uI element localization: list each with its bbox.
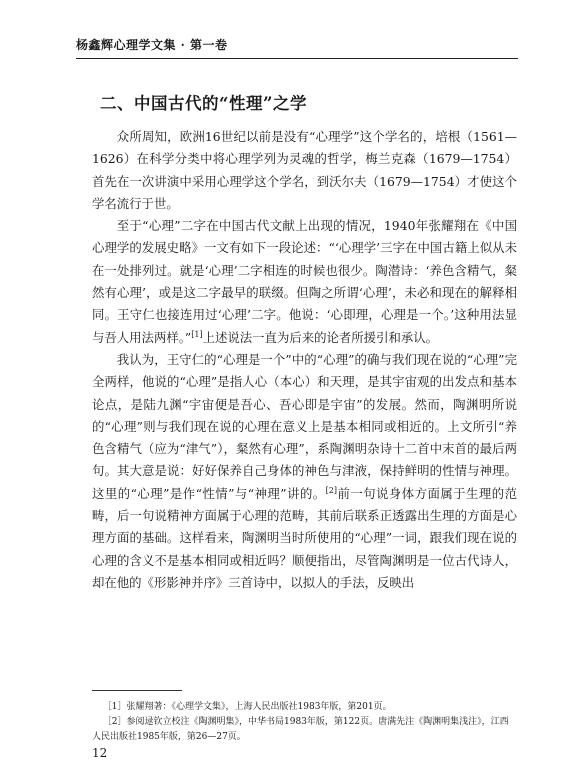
footnote-ref-2: [2]: [325, 485, 337, 495]
paragraph-3: [92, 349, 517, 594]
footnote-2: ［2］参阅逯钦立校注《陶渊明集》，中华书局1983年版，第122页。唐满先注《陶渊明集浅注》，江西人民出版社1985年版，第26—27页。: [92, 717, 509, 742]
header-rule: [76, 58, 518, 59]
footnote-1: ［1］张耀翔著：《心理学文集》，上海人民出版社1983年版，第201页。: [102, 702, 392, 712]
paragraph-2-text: 至于“心理”二字在中国古代文献上出现的情况，1940年张耀翔在《中国心理学的发展史略》一文有如下一段论述：“‘心理学’三字在中国古籍上似从未在一处排列过。就是‘心理’二字相连的时候也很少。陶潜诗：‘养色含精气，粲然有心理’，或是这二字最早的联缀。但陶之所谓‘心理’，未必和现在的解释相同。王守仁也接连用过‘心理’二字。他说：‘心即理，心理是一个。’这种用法显与吾人用法两样。”: [92, 218, 517, 345]
running-header: 杨鑫辉心理学文集 · 第一卷: [76, 38, 228, 52]
footnotes: [92, 700, 517, 745]
paragraph-2: [92, 215, 517, 349]
paragraph-1: 众所周知，欧洲16世纪以前是没有“心理学”这个学名的，培根（1561—1626）在科学分类中将心理学列为灵魂的哲学，梅兰克森（1679—1754）首先在一次讲演中采用心理学这个学名，到沃尔夫（1679—1754）才使这个学名流行于世。: [92, 129, 517, 211]
footnote-ref-1: [1]: [191, 329, 203, 339]
paragraph-3-text: 我认为，王守仁的“心理是一个”中的“心理”的确与我们现在说的“心理”完全两样，他说的“心理”是指人心（本心）和天理，是其宇宙观的出发点和基本论点，是陆九渊“宇宙便是吾心、吾心即是宇宙”的发展。然而，陶渊明所说的“心理”则与我们现在说的心理在意义上是基本相同或相近的。上文所引“养色含精气（应为“津气”），粲然有心理”，系陶渊明杂诗十二首中末首的最后两句。其大意是说：好好保养自己身体的神色与津液，保持鲜明的性情与神理。这里的“心理”是作“性情”与“神理”讲的。: [92, 351, 517, 501]
page-number: 12: [92, 746, 108, 760]
paragraph-2-tail: 上述说法一直为后来的论者所援引和承认。: [202, 329, 439, 345]
paragraph-3-tail: 前一句说身体方面属于生理的范畴，后一句说精神方面属于心理的范畴，其前后联系正透露出生理的方面是心理方面的基础。这样看来，陶渊明当时所使用的“心理”一词，跟我们现在说的心理的含义不是基本相同或相近吗？顺便指出，尽管陶渊明是一位古代诗人，却在他的《形影神并序》三首诗中，以拟人的手法，反映出: [92, 485, 517, 590]
body-text: [92, 126, 517, 594]
section-title: 二、中国古代的“性理”之学: [100, 94, 307, 113]
footnote-rule: [92, 690, 182, 691]
